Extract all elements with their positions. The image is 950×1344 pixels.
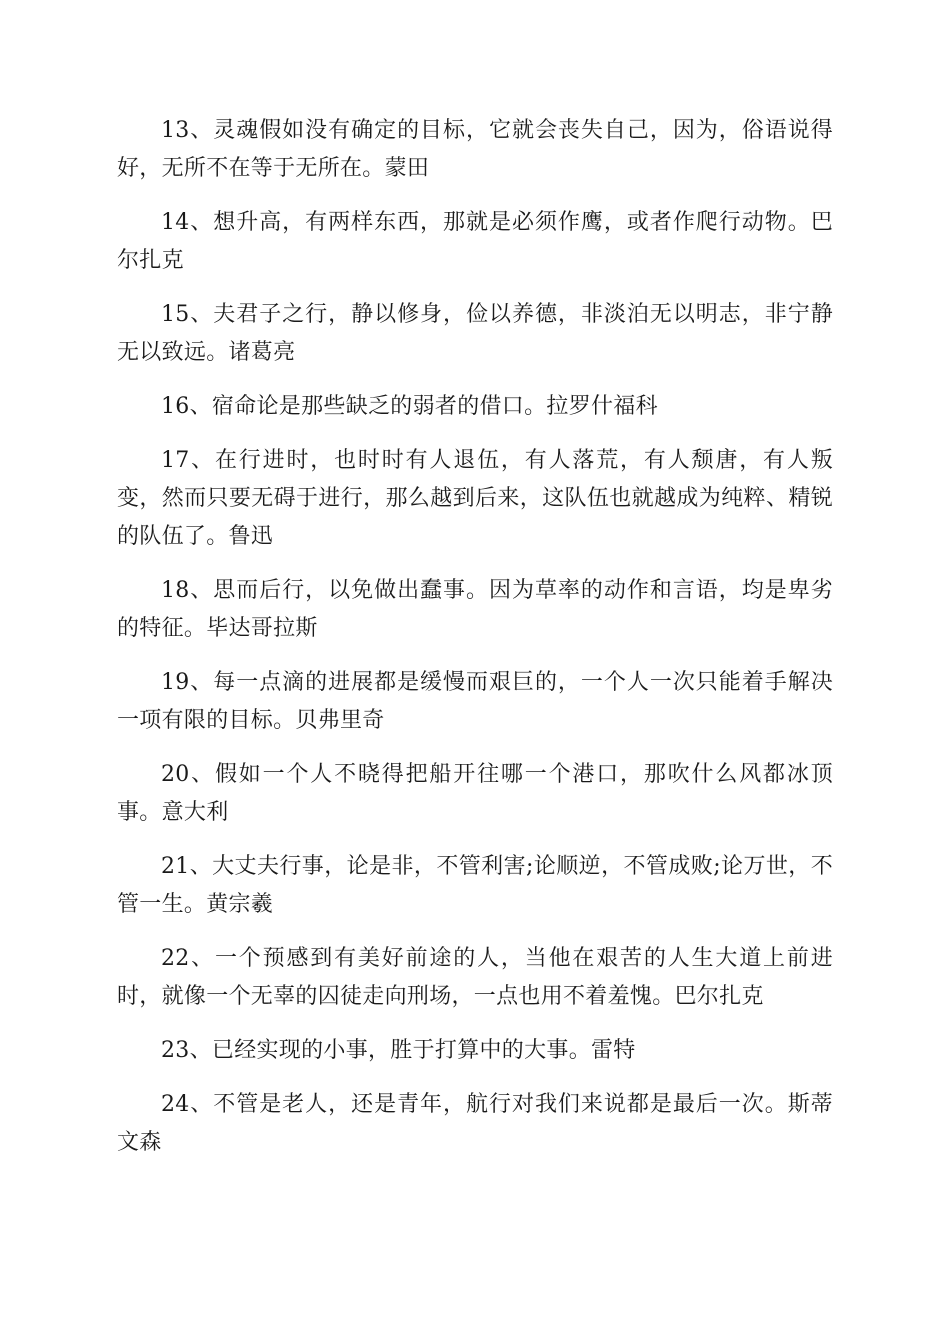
quote-paragraph: 14、想升高，有两样东西，那就是必须作鹰，或者作爬行动物。巴尔扎克 [117, 210, 833, 273]
quote-paragraph: 15、夫君子之行，静以修身，俭以养德，非淡泊无以明志，非宁静无以致远。诸葛亮 [117, 302, 833, 365]
quote-list [117, 112, 833, 1178]
quote-paragraph: 23、已经实现的小事，胜于打算中的大事。雷特 [161, 1038, 636, 1063]
quote-paragraph: 17、在行进时，也时时有人退伍，有人落荒，有人颓唐，有人叛变，然而只要无碍于进行，那么越到后来，这队伍也就越成为纯粹、精锐的队伍了。鲁迅 [117, 448, 833, 549]
quote-paragraph: 22、一个预感到有美好前途的人，当他在艰苦的人生大道上前进时，就像一个无辜的囚徒走向刑场，一点也用不着羞愧。巴尔扎克 [117, 946, 833, 1009]
quote-paragraph: 24、不管是老人，还是青年，航行对我们来说都是最后一次。斯蒂文森 [117, 1092, 833, 1155]
quote-paragraph: 13、灵魂假如没有确定的目标，它就会丧失自己，因为，俗语说得好，无所不在等于无所在。蒙田 [117, 118, 833, 181]
quote-paragraph: 21、大丈夫行事，论是非，不管利害;论顺逆，不管成败;论万世，不管一生。黄宗羲 [117, 854, 833, 917]
quote-paragraph: 20、假如一个人不晓得把船开往哪一个港口，那吹什么风都冰顶事。意大利 [117, 762, 833, 825]
quote-paragraph: 18、思而后行，以免做出蠢事。因为草率的动作和言语，均是卑劣的特征。毕达哥拉斯 [117, 578, 833, 641]
quote-paragraph: 19、每一点滴的进展都是缓慢而艰巨的，一个人一次只能着手解决一项有限的目标。贝弗里奇 [117, 670, 833, 733]
quote-paragraph: 16、宿命论是那些缺乏的弱者的借口。拉罗什福科 [161, 394, 658, 419]
